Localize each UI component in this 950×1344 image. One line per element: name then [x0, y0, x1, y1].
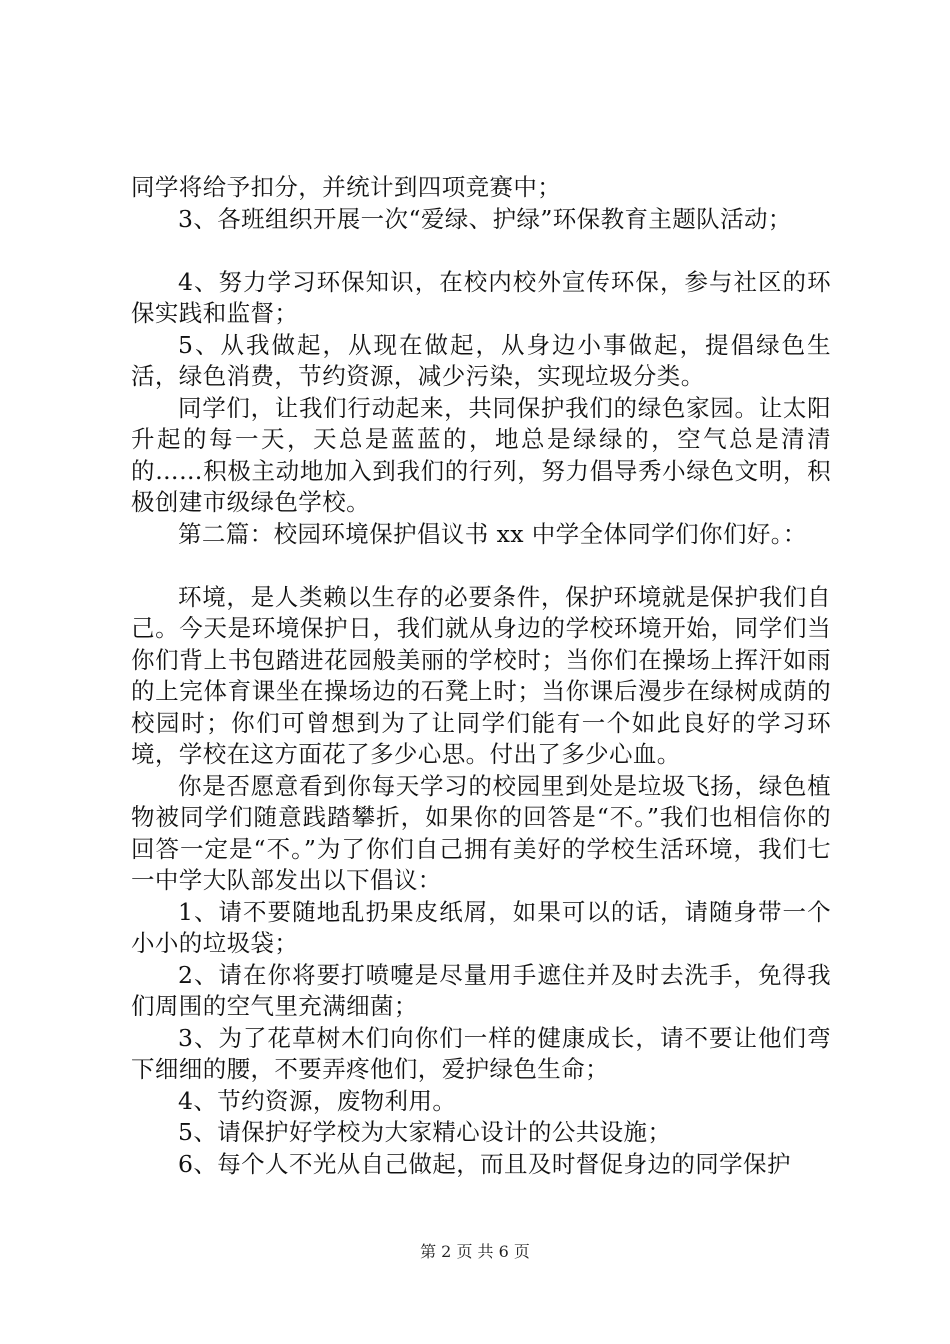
paragraph-5: 同学们，让我们行动起来，共同保护我们的绿色家园。让太阳升起的每一天，天总是蓝蓝的，地总是绿绿的，空气总是清清的……积极主动地加入到我们的行列，努力倡导秀小绿色文明，积极创建市级绿色学校。 [131, 393, 831, 516]
paragraph-7: 环境，是人类赖以生存的必要条件，保护环境就是保护我们自己。今天是环境保护日，我们就从身边的学校环境开始，同学们当你们背上书包踏进花园般美丽的学校时；当你们在操场上挥汗如雨的上完体育课坐在操场边的石凳上时；当你课后漫步在绿树成荫的校园时；你们可曾想到为了让同学们能有一个如此良好的学习环境，学校在这方面花了多少心思。付出了多少心血。 [131, 582, 831, 768]
section-heading-paragraph: 第二篇：校园环境保护倡议书 xx 中学全体同学们你们好。： [178, 519, 807, 548]
paragraph-4: 5、从我做起，从现在做起，从身边小事做起，提倡绿色生活，绿色消费，节约资源，减少污染，实现垃圾分类。 [131, 330, 831, 390]
list-item-1: 1、请不要随地乱扔果皮纸屑，如果可以的话，请随身带一个小小的垃圾袋； [131, 897, 831, 957]
document-body [131, 172, 831, 1180]
page-number-label: 第 2 页 共 6 页 [420, 1242, 530, 1261]
list-item-2: 2、请在你将要打喷嚏是尽量用手遮住并及时去洗手，免得我们周围的空气里充满细菌； [131, 960, 831, 1020]
paragraph-3: 4、努力学习环保知识，在校内校外宣传环保，参与社区的环保实践和监督； [131, 267, 831, 327]
paragraph-1: 同学将给予扣分，并统计到四项竞赛中； [131, 173, 562, 201]
list-item-3: 3、为了花草树木们向你们一样的健康成长，请不要让他们弯下细细的腰，不要弄疼他们，爱护绿色生命； [131, 1023, 831, 1083]
page-footer [0, 1242, 950, 1262]
paragraph-2: 3、各班组织开展一次“爱绿、护绿”环保教育主题队活动； [178, 204, 792, 233]
paragraph-8: 你是否愿意看到你每天学习的校园里到处是垃圾飞扬，绿色植物被同学们随意践踏攀折，如果你的回答是“不。”我们也相信你的回答一定是“不。”为了你们自己拥有美好的学校生活环境，我们七一中学大队部发出以下倡议： [131, 771, 831, 894]
list-item-6: 6、每个人不光从自己做起，而且及时督促身边的同学保护 [178, 1149, 791, 1178]
list-item-5: 5、请保护好学校为大家精心设计的公共设施； [178, 1118, 672, 1146]
list-item-4: 4、节约资源，废物利用。 [178, 1086, 457, 1115]
